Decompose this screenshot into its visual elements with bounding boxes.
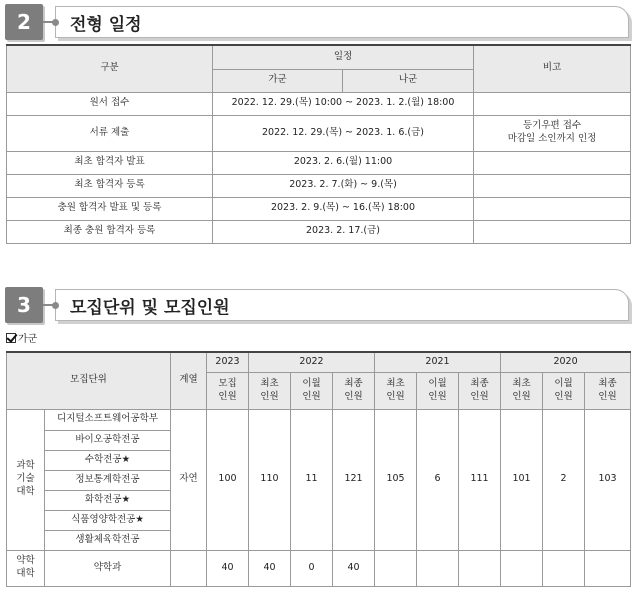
section-title: 모집단위 및 모집인원 (70, 297, 230, 318)
value-cell: 111 (459, 409, 501, 550)
header-first: 최초 인원 (249, 372, 291, 409)
header-final: 최종 인원 (585, 372, 631, 409)
section-title-box (55, 6, 629, 38)
schedule-table (6, 44, 631, 244)
college-name: 과학 기술 대학 (7, 409, 45, 550)
row-schedule: 2022. 12. 29.(목) 10:00 ~ 2023. 1. 2.(월) 18:00 (213, 92, 474, 115)
value-cell: 40 (333, 550, 375, 586)
table-row (7, 197, 631, 220)
row-note (474, 92, 631, 115)
header-year-2021: 2021 (375, 352, 501, 372)
section-number: 3 (5, 287, 43, 323)
row-note (474, 174, 631, 197)
department-name: 바이오공학전공 (45, 430, 171, 450)
row-schedule: 2022. 12. 29.(목) ~ 2023. 1. 6.(금) (213, 115, 474, 151)
header-note: 비고 (474, 45, 631, 92)
header-final: 최종 인원 (333, 372, 375, 409)
row-schedule: 2023. 2. 6.(월) 11:00 (213, 151, 474, 174)
row-note: 등기우편 접수 마감일 소인까지 인정 (474, 115, 631, 151)
row-label: 최초 합격자 발표 (7, 151, 213, 174)
recruitment-table (6, 351, 631, 587)
row-schedule: 2023. 2. 17.(금) (213, 220, 474, 243)
row-note (474, 151, 631, 174)
value-cell: 101 (501, 409, 543, 550)
department-name: 정보통계학전공 (45, 470, 171, 490)
department-name: 디지털소프트웨어공학부 (45, 409, 171, 430)
row-label: 원서 접수 (7, 92, 213, 115)
header-track: 계열 (171, 352, 207, 409)
value-cell (585, 550, 631, 586)
value-cell (543, 550, 585, 586)
value-cell: 6 (417, 409, 459, 550)
header-first: 최초 인원 (375, 372, 417, 409)
value-cell: 110 (249, 409, 291, 550)
section-title: 전형 일정 (70, 14, 142, 35)
value-cell: 2 (543, 409, 585, 550)
department-name: 수학전공★ (45, 450, 171, 470)
group-label: 가군 (18, 334, 38, 345)
value-cell: 121 (333, 409, 375, 550)
row-note (474, 197, 631, 220)
table-row (7, 550, 631, 586)
college-name: 약학 대학 (7, 550, 45, 586)
header-schedule: 일정 (213, 45, 474, 69)
bullet-dot-icon (52, 19, 59, 26)
row-label: 최초 합격자 등록 (7, 174, 213, 197)
value-cell (459, 550, 501, 586)
value-cell: 0 (291, 550, 333, 586)
value-cell: 40 (249, 550, 291, 586)
value-cell: 103 (585, 409, 631, 550)
value-cell: 100 (207, 409, 249, 550)
header-moved: 이월 인원 (543, 372, 585, 409)
header-year-2023: 2023 (207, 352, 249, 372)
section-header-recruitment (5, 287, 633, 323)
header-moved: 이월 인원 (291, 372, 333, 409)
checkbox-checked-icon (6, 333, 16, 343)
header-category: 구분 (7, 45, 213, 92)
header-first: 최초 인원 (501, 372, 543, 409)
group-label-line (6, 330, 37, 345)
table-row (7, 220, 631, 243)
department-name: 화학전공★ (45, 490, 171, 510)
row-label: 서류 제출 (7, 115, 213, 151)
header-moved: 이월 인원 (417, 372, 459, 409)
department-name: 식품영양학전공★ (45, 510, 171, 530)
header-unit: 모집단위 (7, 352, 171, 409)
value-cell: 105 (375, 409, 417, 550)
department-name: 약학과 (45, 550, 171, 586)
header-final: 최종 인원 (459, 372, 501, 409)
value-cell (417, 550, 459, 586)
header-recruit: 모집 인원 (207, 372, 249, 409)
department-name: 생활체육학전공 (45, 530, 171, 550)
table-row (7, 174, 631, 197)
row-schedule: 2023. 2. 7.(화) ~ 9.(목) (213, 174, 474, 197)
header-ga: 가군 (213, 69, 343, 92)
value-cell (375, 550, 417, 586)
header-year-2020: 2020 (501, 352, 631, 372)
value-cell (501, 550, 543, 586)
table-row (7, 92, 631, 115)
section-title-box (55, 289, 629, 321)
section-header-schedule (5, 4, 633, 40)
table-row (7, 409, 631, 430)
header-year-2022: 2022 (249, 352, 375, 372)
row-note (474, 220, 631, 243)
header-na: 나군 (343, 69, 474, 92)
section-number: 2 (5, 4, 43, 40)
table-row (7, 115, 631, 151)
bullet-dot-icon (52, 302, 59, 309)
track-value (171, 550, 207, 586)
value-cell: 11 (291, 409, 333, 550)
table-row (7, 151, 631, 174)
row-label: 최종 충원 합격자 등록 (7, 220, 213, 243)
value-cell: 40 (207, 550, 249, 586)
row-schedule: 2023. 2. 9.(목) ~ 16.(목) 18:00 (213, 197, 474, 220)
row-label: 충원 합격자 발표 및 등록 (7, 197, 213, 220)
track-value: 자연 (171, 409, 207, 550)
